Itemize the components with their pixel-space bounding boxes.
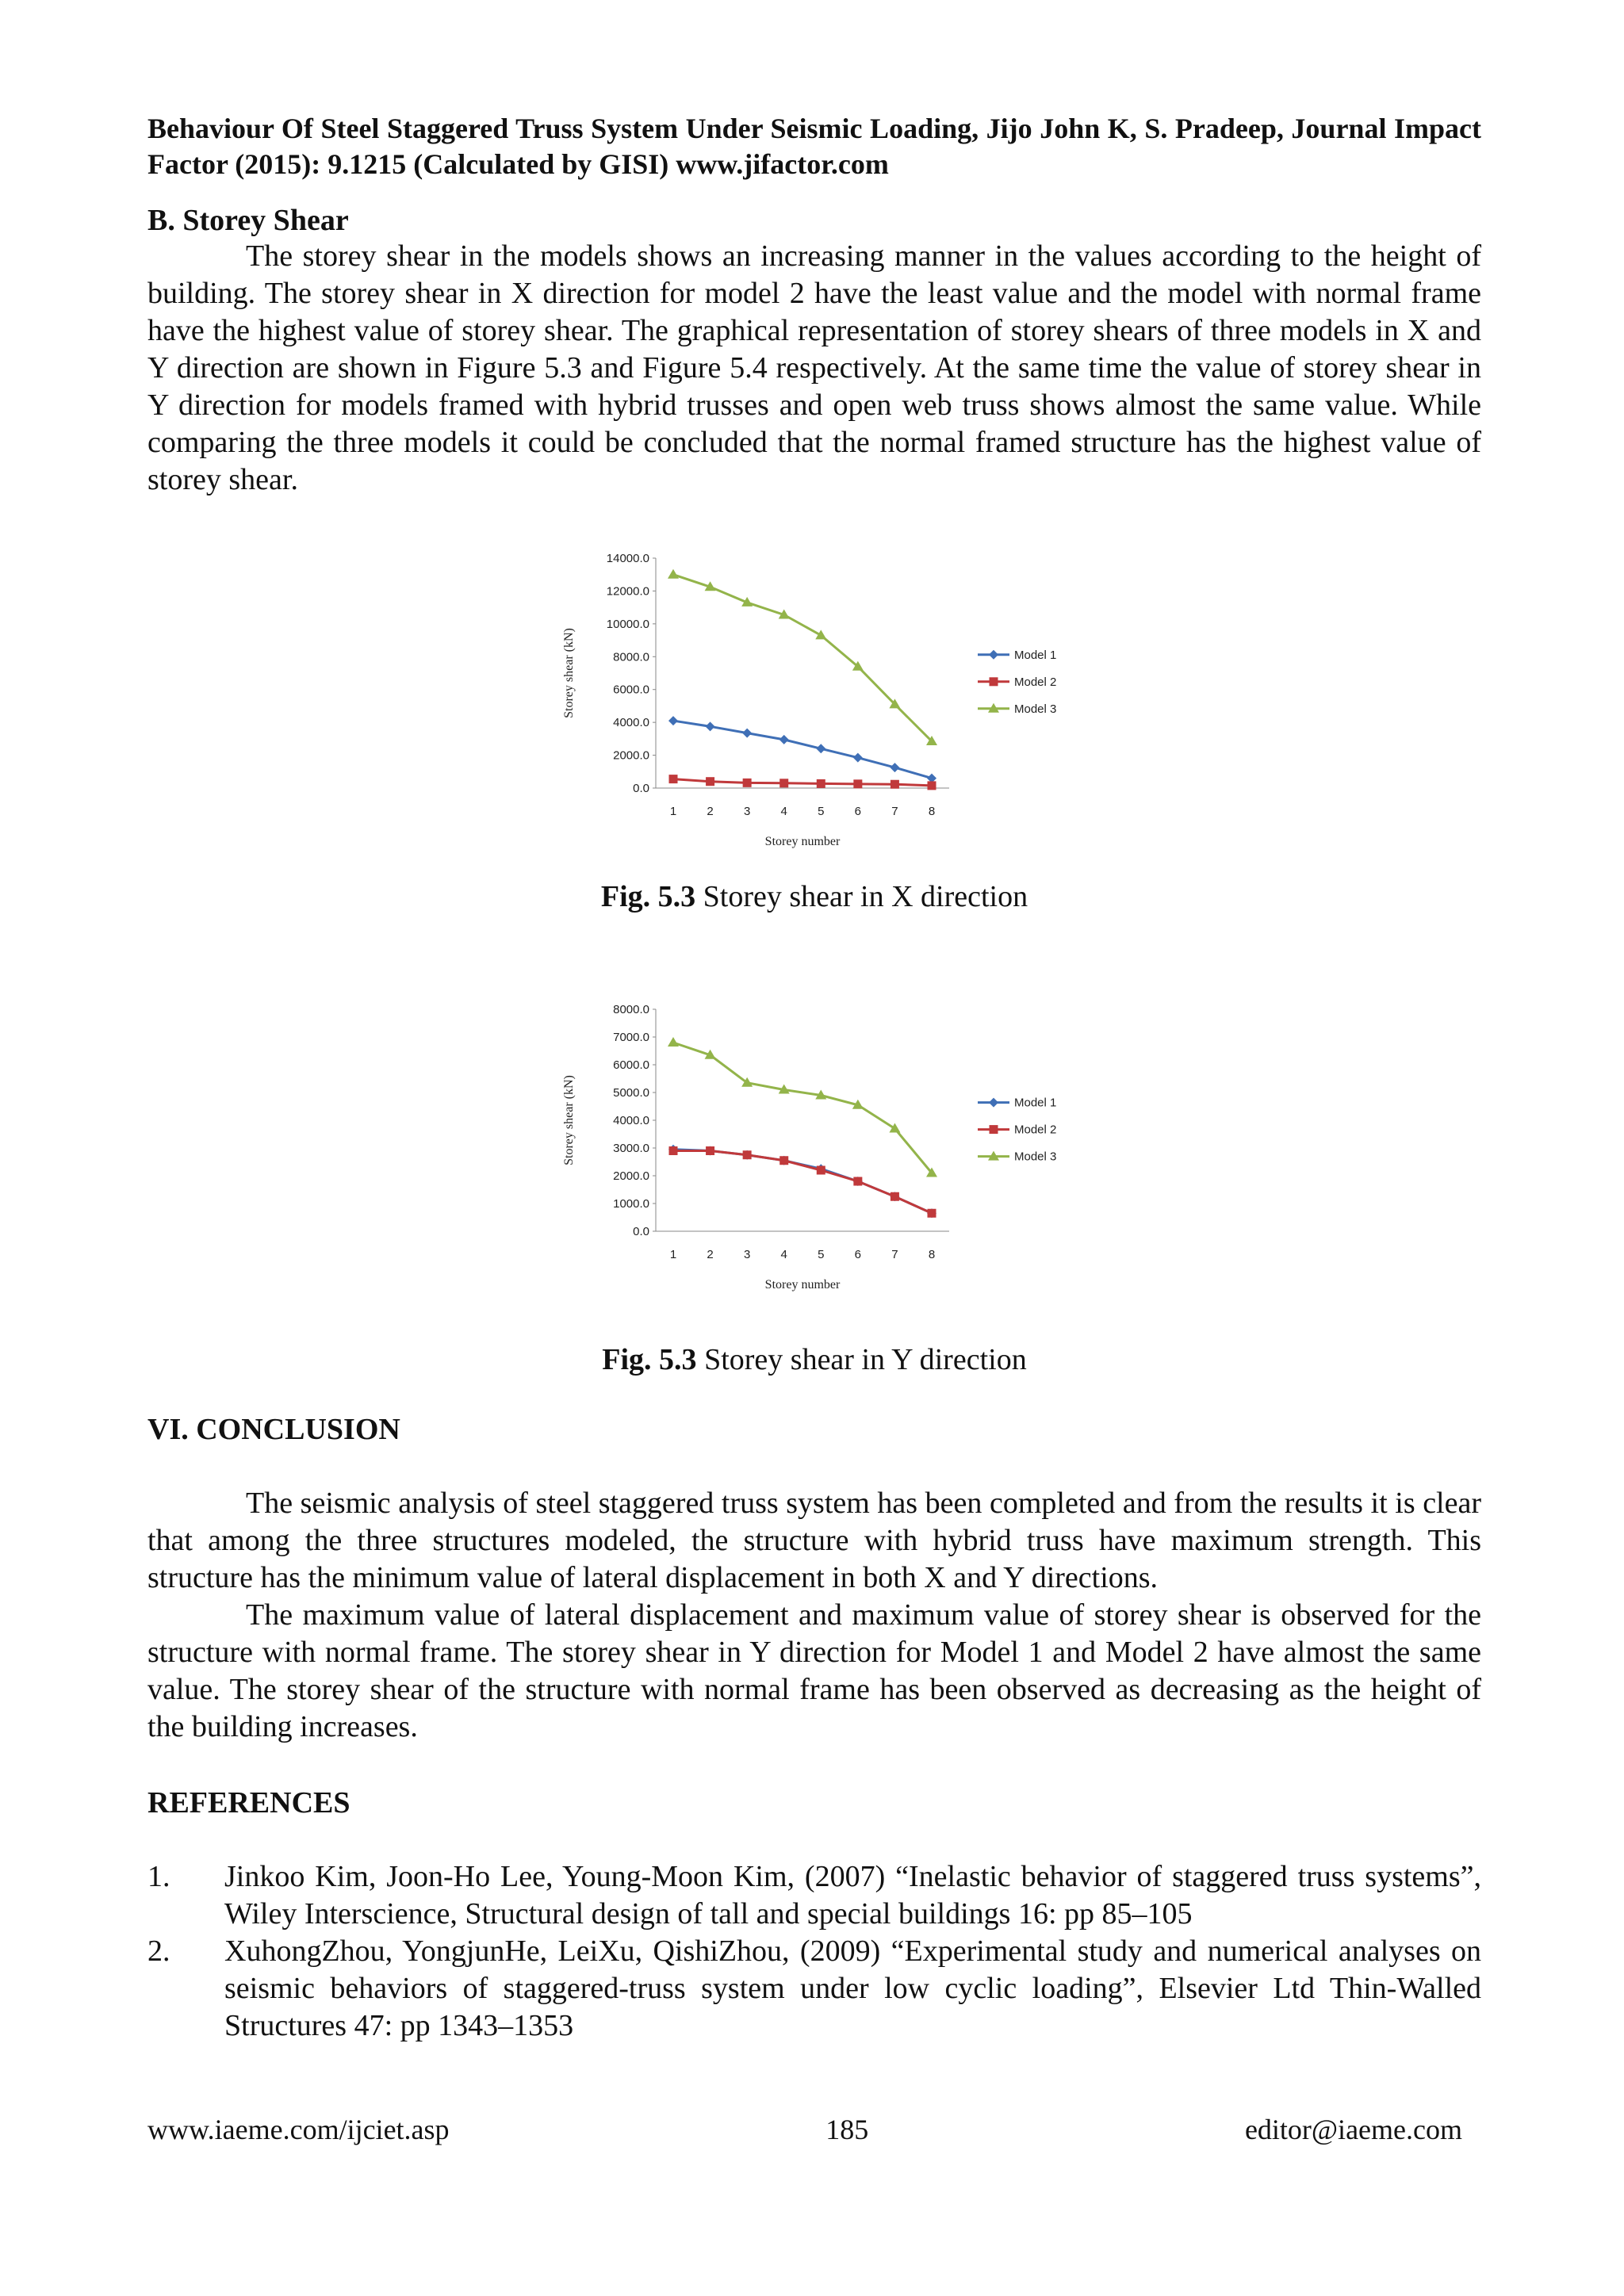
data-point <box>668 569 679 579</box>
data-point <box>706 721 715 731</box>
y-tick-label: 4000.0 <box>613 716 649 730</box>
figure-y-direction <box>147 993 1481 1377</box>
data-point <box>668 716 678 725</box>
x-tick-label: 4 <box>780 805 787 818</box>
y-tick-label: 12000.0 <box>606 584 649 599</box>
y-tick-label: 0.0 <box>633 782 649 795</box>
legend-entry <box>978 702 1056 716</box>
data-point <box>817 779 825 788</box>
legend-label: Model 3 <box>1014 702 1057 716</box>
y-tick-label: 3000.0 <box>613 1142 649 1155</box>
series-model-1 <box>668 716 936 783</box>
data-point <box>853 1177 862 1186</box>
legend-swatch-marker <box>989 650 998 660</box>
series-model-3 <box>668 569 937 745</box>
y-tick-label: 2000.0 <box>613 748 649 763</box>
x-tick-label: 5 <box>818 1248 825 1261</box>
y-tick-label: 8000.0 <box>613 650 649 664</box>
data-point <box>779 779 788 787</box>
x-tick-label: 8 <box>928 805 936 818</box>
series-model-3 <box>668 1037 937 1177</box>
legend-label: Model 2 <box>1014 675 1057 689</box>
footer-url[interactable]: www.iaeme.com/ijciet.asp <box>147 2114 450 2145</box>
x-tick-label: 6 <box>854 1248 862 1261</box>
y-axis-title: Storey shear (kN) <box>562 628 576 718</box>
figure-caption-y-text: Storey shear in Y direction <box>696 1343 1027 1376</box>
series-model-2 <box>669 1146 936 1218</box>
legend-label: Model 2 <box>1014 1123 1057 1137</box>
data-point <box>889 1123 900 1133</box>
data-point <box>853 753 863 763</box>
x-axis-title: Storey number <box>764 835 841 848</box>
reference-number: 1. <box>147 1860 170 1893</box>
page-content <box>147 111 1481 2045</box>
y-tick-label: 5000.0 <box>613 1086 649 1100</box>
y-axis-title: Storey shear (kN) <box>562 1075 576 1165</box>
series-line <box>673 575 932 741</box>
data-point <box>815 629 826 639</box>
data-point <box>816 744 825 753</box>
y-tick-label: 7000.0 <box>613 1031 649 1044</box>
reference-number: 2. <box>147 1934 170 1968</box>
series-line <box>673 1151 932 1214</box>
section-title-storey-shear: B. Storey Shear <box>147 204 349 237</box>
x-tick-label: 2 <box>707 1248 714 1261</box>
reference-item <box>147 1858 1481 1933</box>
series-model-1 <box>668 1145 936 1219</box>
storey-shear-paragraph: The storey shear in the models shows an increasing manner in the values according to the height of building. The storey shear in X direction for model 2 have the least value and the model with normal frame have the highest value of storey shear. The graphical representation of storey shears of three models in X and Y direction are shown in Figure 5.3 and Figure 5.4 respectively. At the same time the value of storey shear in Y direction for models framed with hybrid trusses and open web truss shows almost the same value. While comparing the three models it could be concluded that the normal framed structure has the highest value of storey shear. <box>147 239 1481 496</box>
legend-entry <box>978 1150 1056 1164</box>
page-footer <box>147 2113 1462 2146</box>
x-tick-label: 1 <box>669 805 677 818</box>
legend-label: Model 3 <box>1014 1150 1057 1164</box>
conclusion-paragraph-1: The seismic analysis of steel staggered truss system has been completed and from the results it is clear that among the three structures modeled, the structure with hybrid truss have maximum strength. This structure has the minimum value of lateral displacement in both X and Y directions. <box>147 1487 1481 1594</box>
y-tick-label: 6000.0 <box>613 683 649 697</box>
data-point <box>742 729 752 738</box>
footer-email[interactable]: editor@iaeme.com <box>1244 2114 1462 2145</box>
x-tick-label: 3 <box>743 1248 751 1261</box>
data-point <box>853 779 862 788</box>
x-tick-label: 5 <box>818 805 825 818</box>
data-point <box>743 1150 752 1159</box>
y-tick-label: 14000.0 <box>606 552 649 565</box>
series-line <box>673 1150 932 1214</box>
reference-text: XuhongZhou, YongjunHe, LeiXu, QishiZhou, (2009) “Experimental study and numerical analyses on seismic behaviors of staggered-truss system under low cyclic loading”, Elsevier Ltd Thin-Walled Structures 47: pp 1343–1353 <box>224 1934 1481 2042</box>
figure-caption-y <box>147 1342 1481 1377</box>
x-tick-label: 4 <box>780 1248 787 1261</box>
legend-swatch-marker <box>990 1125 998 1134</box>
figure-caption-x <box>147 879 1481 914</box>
data-point <box>669 775 678 783</box>
data-point <box>668 1037 679 1047</box>
data-point <box>817 1166 825 1175</box>
x-tick-label: 8 <box>928 1248 936 1261</box>
reference-list <box>147 1858 1481 2045</box>
section-title-conclusion: VI. CONCLUSION <box>147 1413 400 1446</box>
data-point <box>928 781 936 790</box>
running-header: Behaviour Of Steel Staggered Truss System Under Seismic Loading, Jijo John K, S. Pradeep, Journal Impact Factor (2015): 9.1215 (Calculated by GISI) www.jifactor.com <box>147 113 1481 180</box>
section-title-references: REFERENCES <box>147 1786 350 1820</box>
figure-caption-y-label: Fig. 5.3 <box>602 1343 697 1376</box>
x-tick-label: 2 <box>707 805 714 818</box>
figure-caption-x-text: Storey shear in X direction <box>695 880 1028 913</box>
y-tick-label: 1000.0 <box>613 1197 649 1211</box>
y-tick-label: 10000.0 <box>606 617 649 631</box>
data-point <box>891 1192 899 1201</box>
y-tick-label: 4000.0 <box>613 1114 649 1127</box>
x-tick-label: 7 <box>891 805 898 818</box>
legend-entry <box>978 1096 1056 1110</box>
legend-label: Model 1 <box>1014 1096 1057 1110</box>
legend-entry <box>978 1123 1056 1137</box>
data-point <box>779 735 789 744</box>
conclusion-paragraph-2: The maximum value of lateral displacement and maximum value of storey shear is observed for the structure with normal frame. The storey shear in Y direction for Model 1 and Model 2 have almost the same value. The storey shear of the structure with normal frame has been observed as decreasing as the height of the building increases. <box>147 1598 1481 1743</box>
legend-entry <box>978 649 1056 662</box>
data-point <box>743 779 752 787</box>
x-tick-label: 6 <box>854 805 862 818</box>
data-point <box>706 777 714 786</box>
reference-text: Jinkoo Kim, Joon-Ho Lee, Young-Moon Kim, (2007) “Inelastic behavior of staggered truss systems”, Wiley Interscience, Structural design of tall and special buildings 16: pp 85–105 <box>224 1860 1481 1931</box>
page-number: 185 <box>825 2114 869 2145</box>
legend-entry <box>978 675 1056 689</box>
figure-caption-x-label: Fig. 5.3 <box>600 880 696 913</box>
data-point <box>928 1209 936 1218</box>
data-point <box>891 780 899 789</box>
legend-swatch-marker <box>990 677 998 686</box>
data-point <box>669 1146 678 1155</box>
reference-item <box>147 1933 1481 2045</box>
y-tick-label: 2000.0 <box>613 1169 649 1183</box>
data-point <box>890 763 899 772</box>
chart-storey-shear-y <box>537 993 1092 1311</box>
figure-x-direction <box>147 538 1481 914</box>
x-tick-label: 3 <box>743 805 751 818</box>
y-tick-label: 0.0 <box>633 1225 649 1238</box>
legend-label: Model 1 <box>1014 648 1057 662</box>
y-tick-label: 8000.0 <box>613 1003 649 1016</box>
y-tick-label: 6000.0 <box>613 1058 649 1072</box>
chart-storey-shear-x <box>537 538 1092 871</box>
data-point <box>779 1156 788 1165</box>
data-point <box>706 1146 714 1155</box>
x-tick-label: 7 <box>891 1248 898 1261</box>
x-axis-title: Storey number <box>764 1278 841 1292</box>
x-tick-label: 1 <box>669 1248 677 1261</box>
legend-swatch-marker <box>989 1098 998 1108</box>
